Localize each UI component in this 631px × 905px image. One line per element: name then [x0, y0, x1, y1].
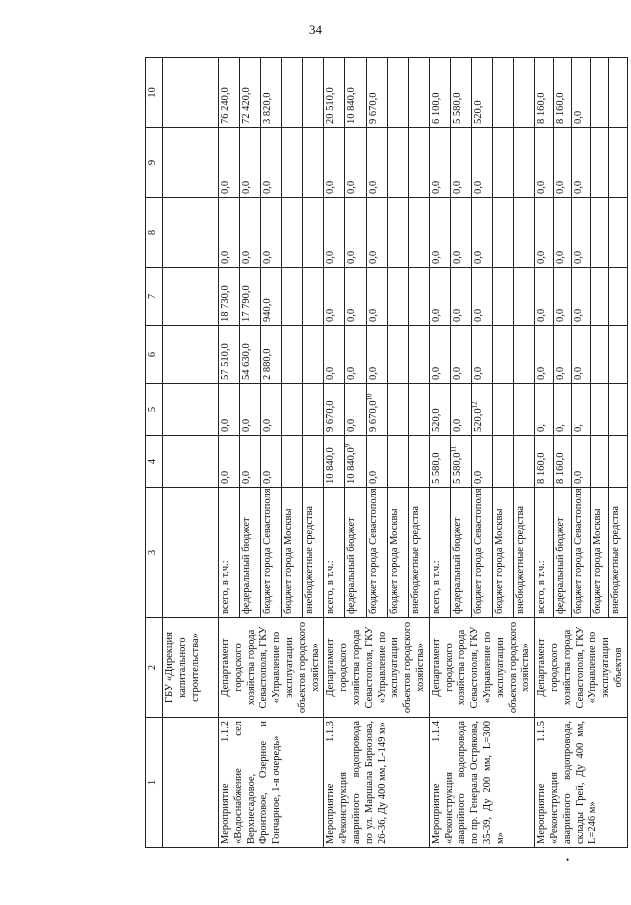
amount-value: 0,0 — [573, 250, 585, 264]
funding-source-cell: бюджет города Москвы — [492, 488, 513, 618]
funding-source-cell: бюджет города Москвы — [590, 488, 609, 618]
footnote-marker: 11 — [449, 445, 458, 453]
amount-cell — [219, 268, 240, 326]
amount-value: 5 580,0 — [451, 92, 463, 124]
amount-value: 10 840,0 — [346, 447, 358, 484]
amount-cell — [492, 436, 513, 488]
rotated-table-frame — [145, 58, 624, 848]
amount-cell — [261, 384, 282, 436]
amount-cell — [219, 198, 240, 268]
amount-value: 0,0 — [241, 250, 253, 264]
amount-cell — [535, 268, 554, 326]
amount-cell — [553, 268, 572, 326]
amount-cell — [514, 198, 535, 268]
continuation-row — [163, 58, 219, 848]
amount-cell — [408, 384, 429, 436]
amount-cell — [240, 268, 261, 326]
column-header: 2 — [146, 618, 163, 718]
amount-cell — [450, 436, 471, 488]
amount-cell — [535, 58, 554, 128]
measure-cell: Мероприятие 1.1.3 «Реконструкция аварийного водопровода по ул. Маршала Бирюзова, 26-36, Ду 400 мм, L-149 м» — [324, 718, 429, 848]
measure-cell-empty — [163, 718, 219, 848]
amount-cell — [408, 198, 429, 268]
amount-value: 0,0 — [472, 308, 484, 322]
amount-value: 0,0 — [262, 418, 274, 432]
amount-cell — [471, 384, 492, 436]
column-header: 9 — [146, 128, 163, 198]
amount-cell — [282, 436, 303, 488]
amount-value: 0,0 — [573, 110, 585, 124]
amount-value: 5 580,0 — [451, 452, 463, 484]
amount-cell — [514, 384, 535, 436]
amount-cell — [324, 128, 345, 198]
amount-cell — [590, 268, 609, 326]
amount-cell — [240, 326, 261, 384]
amount-cell — [219, 384, 240, 436]
amount-cell — [609, 198, 628, 268]
amount-value: 0,0 — [262, 470, 274, 484]
amount-value: 0,0 — [367, 180, 379, 194]
empty-cell — [163, 436, 219, 488]
amount-cell — [282, 128, 303, 198]
amount-value: 0,0 — [262, 180, 274, 194]
table-row — [429, 58, 450, 848]
amount-value: 0,0 — [451, 418, 463, 432]
amount-cell — [408, 326, 429, 384]
amount-cell — [553, 198, 572, 268]
amount-cell — [450, 384, 471, 436]
amount-value: 0,0 — [367, 470, 379, 484]
amount-value: 940,0 — [262, 298, 274, 322]
amount-cell — [590, 58, 609, 128]
amount-cell — [387, 326, 408, 384]
amount-cell — [572, 384, 591, 436]
amount-cell — [471, 128, 492, 198]
amount-cell — [609, 268, 628, 326]
amount-cell — [387, 128, 408, 198]
funding-source-cell: бюджет города Москвы — [282, 488, 303, 618]
amount-value: 0,0 — [430, 250, 442, 264]
amount-value: 0,0 — [573, 180, 585, 194]
amount-value: 0,0 — [367, 308, 379, 322]
amount-value: 0,0 — [346, 180, 358, 194]
amount-cell — [282, 198, 303, 268]
amount-value: 20 510,0 — [325, 87, 337, 124]
amount-cell — [492, 58, 513, 128]
funding-source-cell: бюджет города Москвы — [387, 488, 408, 618]
amount-cell — [366, 198, 387, 268]
amount-cell — [471, 436, 492, 488]
amount-cell — [609, 58, 628, 128]
landscape-table-container — [145, 58, 624, 848]
column-header: 6 — [146, 326, 163, 384]
amount-value: 54 630,0 — [241, 343, 253, 380]
amount-cell — [261, 268, 282, 326]
amount-value: 0,0 — [346, 366, 358, 380]
empty-cell — [163, 488, 219, 618]
amount-cell — [303, 384, 324, 436]
column-number-row — [146, 58, 163, 848]
amount-cell — [572, 58, 591, 128]
amount-value: 72 420,0 — [241, 87, 253, 124]
amount-value: 2 880,0 — [262, 348, 274, 380]
amount-value: 0,0 — [346, 250, 358, 264]
amount-value: 9 670,0 — [367, 400, 379, 432]
amount-cell — [492, 198, 513, 268]
scan-mark: • — [566, 855, 570, 865]
amount-value: 0, — [573, 424, 585, 432]
amount-cell — [366, 326, 387, 384]
amount-cell — [535, 384, 554, 436]
amount-cell — [366, 268, 387, 326]
funding-source-cell: бюджет города Севастополя — [366, 488, 387, 618]
amount-cell — [219, 436, 240, 488]
amount-value: 0,0 — [554, 180, 566, 194]
amount-value: 0,0 — [346, 418, 358, 432]
amount-value: 0,0 — [220, 180, 231, 194]
amount-cell — [553, 384, 572, 436]
amount-cell — [324, 436, 345, 488]
page-number: 34 — [309, 22, 322, 37]
amount-cell — [590, 128, 609, 198]
amount-cell — [408, 58, 429, 128]
amount-cell — [429, 268, 450, 326]
empty-cell — [163, 128, 219, 198]
amount-value: 0,0 — [430, 366, 442, 380]
amount-value: 0,0 — [430, 180, 442, 194]
table-body — [163, 58, 628, 848]
amount-value: 0,0 — [554, 250, 566, 264]
amount-cell — [261, 198, 282, 268]
amount-value: 0,0 — [367, 250, 379, 264]
amount-value: 0,0 — [346, 308, 358, 322]
amount-value: 10 840,0 — [346, 87, 358, 124]
empty-cell — [163, 326, 219, 384]
amount-value: 0,0 — [472, 470, 484, 484]
amount-cell — [345, 58, 366, 128]
amount-value: 3 820,0 — [262, 92, 274, 124]
amount-cell — [514, 436, 535, 488]
funding-source-cell: всего, в т.ч.: — [324, 488, 345, 618]
amount-value: 0, — [536, 424, 548, 432]
funding-source-cell: федеральный бюджет — [553, 488, 572, 618]
amount-cell — [219, 58, 240, 128]
amount-cell — [366, 436, 387, 488]
amount-value: 0,0 — [573, 470, 585, 484]
empty-cell — [163, 58, 219, 128]
funding-source-cell: всего, в т.ч.: — [535, 488, 554, 618]
amount-value: 0,0 — [367, 366, 379, 380]
amount-cell — [535, 128, 554, 198]
amount-cell — [535, 198, 554, 268]
amount-value: 520,0 — [472, 100, 484, 124]
amount-cell — [282, 268, 303, 326]
table-row — [535, 58, 554, 848]
amount-value: 18 730,0 — [220, 285, 231, 322]
amount-cell — [450, 198, 471, 268]
amount-cell — [553, 436, 572, 488]
amount-cell — [282, 326, 303, 384]
funding-source-cell: внебюджетные средства — [609, 488, 628, 618]
amount-value: 0,0 — [220, 470, 231, 484]
amount-cell — [492, 326, 513, 384]
amount-cell — [471, 326, 492, 384]
amount-cell — [492, 128, 513, 198]
amount-cell — [261, 326, 282, 384]
amount-cell — [572, 198, 591, 268]
amount-cell — [450, 128, 471, 198]
amount-value: 0, — [554, 424, 566, 432]
amount-cell — [387, 436, 408, 488]
amount-cell — [471, 58, 492, 128]
amount-cell — [609, 128, 628, 198]
column-header: 10 — [146, 58, 163, 128]
amount-cell — [450, 268, 471, 326]
amount-cell — [282, 58, 303, 128]
amount-cell — [514, 128, 535, 198]
executor-cell: Департамент городского хозяйства города Севастополя, ГКУ «Управление по эксплуатации объектов городского хозяйства» — [324, 618, 429, 718]
amount-cell — [324, 58, 345, 128]
amount-cell — [345, 384, 366, 436]
amount-value: 0,0 — [451, 366, 463, 380]
amount-value: 8 160,0 — [554, 452, 566, 484]
amount-cell — [450, 326, 471, 384]
amount-value: 0,0 — [573, 308, 585, 322]
funding-source-cell: бюджет города Севастополя — [261, 488, 282, 618]
funding-source-cell: бюджет города Севастополя — [471, 488, 492, 618]
footnote-marker: 9 — [343, 443, 352, 448]
amount-value: 0,0 — [241, 418, 253, 432]
amount-value: 0,0 — [554, 308, 566, 322]
amount-cell — [492, 384, 513, 436]
amount-cell — [408, 128, 429, 198]
amount-cell — [514, 326, 535, 384]
measure-cell: Мероприятие 1.1.5 «Реконструкция аварийного водопровода, склады Грей, Ду 400 мм, L=246 м» — [535, 718, 628, 848]
amount-cell — [303, 326, 324, 384]
amount-value: 0,0 — [573, 366, 585, 380]
amount-cell — [261, 58, 282, 128]
amount-cell — [590, 326, 609, 384]
column-header: 1 — [146, 718, 163, 848]
amount-cell — [609, 326, 628, 384]
measure-cell: Мероприятие 1.1.4 «Реконструкция аварийного водопровода по пр. Генерала Острякова, 35-39, Ду 200 мм, L=300 м» — [429, 718, 534, 848]
amount-value: 0,0 — [536, 366, 548, 380]
executor-cell: ГБУ «Дирекция капитального строительства» — [163, 618, 219, 718]
amount-value: 0,0 — [536, 308, 548, 322]
amount-value: 520,0 — [430, 408, 442, 432]
amount-cell — [324, 268, 345, 326]
amount-cell — [609, 384, 628, 436]
amount-value: 0,0 — [430, 308, 442, 322]
amount-cell — [345, 128, 366, 198]
column-header: 5 — [146, 384, 163, 436]
empty-cell — [163, 384, 219, 436]
funding-source-cell: внебюджетные средства — [303, 488, 324, 618]
amount-value: 0,0 — [451, 180, 463, 194]
executor-cell: Департамент городского хозяйства города Севастополя, ГКУ «Управление по эксплуатации объектов городского хозяйства» — [219, 618, 324, 718]
funding-source-cell: внебюджетные средства — [408, 488, 429, 618]
amount-cell — [471, 198, 492, 268]
amount-value: 0,0 — [325, 250, 337, 264]
amount-cell — [590, 384, 609, 436]
amount-cell — [590, 436, 609, 488]
empty-cell — [163, 268, 219, 326]
amount-cell — [303, 58, 324, 128]
amount-cell — [240, 58, 261, 128]
amount-value: 76 240,0 — [220, 87, 231, 124]
table-row — [219, 58, 240, 848]
amount-cell — [387, 58, 408, 128]
amount-cell — [514, 58, 535, 128]
amount-value: 0,0 — [472, 366, 484, 380]
amount-cell — [303, 436, 324, 488]
amount-cell — [324, 326, 345, 384]
amount-value: 0,0 — [536, 180, 548, 194]
amount-cell — [387, 384, 408, 436]
measure-cell: Мероприятие 1.1.2 «Водоснабжение сел Верхнесадовое, Фронтовое, Озерное и Гончарное, 1-я очередь» — [219, 718, 324, 848]
amount-cell — [572, 268, 591, 326]
column-header: 3 — [146, 488, 163, 618]
amount-cell — [240, 436, 261, 488]
amount-value: 0,0 — [220, 418, 231, 432]
amount-cell — [219, 326, 240, 384]
amount-cell — [429, 384, 450, 436]
budget-table — [145, 57, 628, 848]
amount-cell — [572, 326, 591, 384]
amount-value: 0,0 — [554, 366, 566, 380]
executor-cell: Департамент городского хозяйства города Севастополя, ГКУ «Управление по эксплуатации объектов — [535, 618, 628, 718]
amount-cell — [535, 436, 554, 488]
amount-cell — [535, 326, 554, 384]
amount-cell — [345, 436, 366, 488]
amount-cell — [514, 268, 535, 326]
footnote-marker: 12 — [470, 401, 479, 409]
amount-cell — [240, 198, 261, 268]
amount-value: 9 670,0 — [325, 400, 337, 432]
amount-cell — [492, 268, 513, 326]
amount-cell — [366, 384, 387, 436]
amount-cell — [366, 128, 387, 198]
table-row — [324, 58, 345, 848]
column-header: 4 — [146, 436, 163, 488]
amount-cell — [219, 128, 240, 198]
column-header: 7 — [146, 268, 163, 326]
funding-source-cell: федеральный бюджет — [450, 488, 471, 618]
amount-cell — [240, 384, 261, 436]
amount-value: 0,0 — [451, 308, 463, 322]
funding-source-cell: бюджет города Севастополя — [572, 488, 591, 618]
amount-cell — [408, 268, 429, 326]
amount-value: 0,0 — [241, 470, 253, 484]
amount-cell — [345, 326, 366, 384]
amount-cell — [261, 128, 282, 198]
amount-value: 8 160,0 — [554, 92, 566, 124]
amount-value: 10 840,0 — [325, 447, 337, 484]
amount-cell — [387, 198, 408, 268]
amount-cell — [366, 58, 387, 128]
amount-value: 0,0 — [325, 180, 337, 194]
amount-cell — [429, 58, 450, 128]
amount-value: 520,0 — [472, 408, 484, 432]
amount-value: 0,0 — [472, 180, 484, 194]
amount-cell — [590, 198, 609, 268]
amount-value: 6 100,0 — [430, 92, 442, 124]
amount-cell — [429, 326, 450, 384]
funding-source-cell: федеральный бюджет — [345, 488, 366, 618]
amount-cell — [429, 128, 450, 198]
amount-cell — [553, 128, 572, 198]
amount-value: 57 510,0 — [220, 343, 231, 380]
empty-cell — [163, 198, 219, 268]
amount-cell — [324, 384, 345, 436]
amount-value: 0,0 — [325, 366, 337, 380]
amount-cell — [240, 128, 261, 198]
funding-source-cell: всего, в т.ч.: — [429, 488, 450, 618]
amount-cell — [303, 128, 324, 198]
amount-cell — [408, 436, 429, 488]
funding-source-cell: всего, в т.ч.: — [219, 488, 240, 618]
amount-cell — [429, 436, 450, 488]
amount-cell — [471, 268, 492, 326]
amount-value: 0,0 — [536, 250, 548, 264]
amount-cell — [345, 198, 366, 268]
amount-value: 0,0 — [220, 250, 231, 264]
funding-source-cell: внебюджетные средства — [514, 488, 535, 618]
amount-cell — [387, 268, 408, 326]
amount-value: 8 160,0 — [536, 452, 548, 484]
amount-cell — [553, 326, 572, 384]
amount-value: 0,0 — [325, 308, 337, 322]
funding-source-cell: федеральный бюджет — [240, 488, 261, 618]
amount-cell — [282, 384, 303, 436]
executor-cell: Департамент городского хозяйства города Севастополя, ГКУ «Управление по эксплуатации объектов городского хозяйства» — [429, 618, 534, 718]
amount-value: 17 790,0 — [241, 285, 253, 322]
column-header: 8 — [146, 198, 163, 268]
amount-value: 8 160,0 — [536, 92, 548, 124]
amount-cell — [303, 198, 324, 268]
amount-cell — [429, 198, 450, 268]
amount-value: 0,0 — [241, 180, 253, 194]
amount-value: 0,0 — [472, 250, 484, 264]
amount-cell — [450, 58, 471, 128]
amount-value: 0,0 — [262, 250, 274, 264]
footnote-marker: 10 — [365, 393, 373, 401]
amount-cell — [553, 58, 572, 128]
amount-cell — [572, 436, 591, 488]
amount-cell — [345, 268, 366, 326]
amount-cell — [609, 436, 628, 488]
amount-value: 9 670,0 — [367, 92, 379, 124]
amount-value: 5 580,0 — [430, 452, 442, 484]
amount-value: 0,0 — [451, 250, 463, 264]
amount-cell — [324, 198, 345, 268]
amount-cell — [261, 436, 282, 488]
amount-cell — [303, 268, 324, 326]
amount-cell — [572, 128, 591, 198]
